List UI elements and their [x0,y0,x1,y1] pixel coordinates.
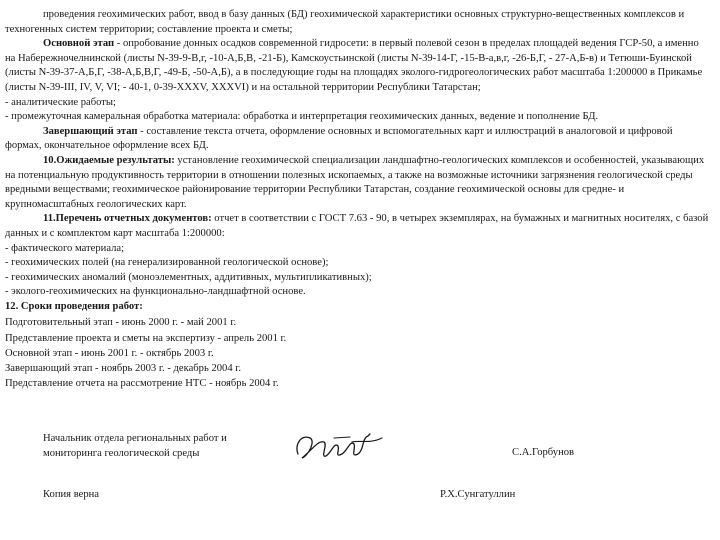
final-stage-heading: Завершающий этап [43,125,138,137]
expected-results-heading: 10.Ожидаемые результаты: [43,154,175,166]
signatory-name: С.А.Горбунов [512,447,575,458]
copy-certified-label: Копия верна [43,489,100,500]
schedule-item: Завершающий этап - ноябрь 2003 г. - декабрь 2004 г. [5,362,242,374]
expected-results-text: установление геохимической специализации ландшафтно-геологических комплексов и особенностей, указывающих на потенциальную продуктивность территории в отношении полезных ископаемых, а также на возможные источники загрязнения геологической среды вредными веществами; геохимическое районирование территории Республики Татарстан, создание геохимической основы для средне- и крупномасштабных геологических карт. [5,154,705,210]
report-documents-text: отчет в соответствии с ГОСТ 7.63 - 90, в четырех экземплярах, на бумажных и магнитных носителях, с базой данных и с комплектом карт масштаба 1:200000: [5,213,709,239]
report-documents-heading: 11.Перечень отчетных документов: [43,213,212,225]
paragraph-expected-results [5,154,709,212]
paragraph-main-stage [5,37,709,95]
paragraph-processing: - промежуточная камеральная обработка материала: обработка и интерпретация геохимических данных, ведение и пополнение БД. [5,111,599,123]
schedule-heading: 12. Сроки проведения работ: [5,300,143,312]
paragraph-analytics: - аналитические работы; [5,96,116,108]
document-body [5,8,709,391]
certifier-name: Р.Х.Сунгатуллин [440,489,516,500]
schedule-list [5,315,709,390]
signatory-role [43,432,227,461]
paragraph-report-documents [5,212,709,241]
paragraph-final-stage [5,125,709,154]
schedule-item: Представление проекта и сметы на экспертизу - апрель 2001 г. [5,332,287,344]
main-stage-heading: Основной этап [43,38,115,50]
list-item: - эколого-геохимических на функционально-ландшафтной основе. [5,286,306,298]
list-item: - фактического материала; [5,242,125,254]
list-item: - геохимических полей (на генерализированной геологической основе); [5,257,329,269]
final-stage-text: - составление текста отчета, оформление основных и вспомогательных карт и иллюстраций в аналоговой и цифровой формах, окончательное оформление всех БД. [5,125,673,152]
main-stage-text: - опробование донных осадков современной гидросети: в первый полевой сезон в пределах площадей ведения ГСР-50, а именно на Набережночелнинской (листы N-39-9-В,г, -10-А,Б,В, -21-Б), Камскоустьинской (листы N-39-14-Г, -15-В-а,в,г, -26-Б,Г, - 27-А,Б-в) и Тетюши-Буинской (листы N-39-37-А,Б,Г, -38-А,Б,В,Г, -49-Б, -50-А,Б), а в последующие годы на площадях эколого-гидрогеологических работ масштаба 1:200000 в Прикамье (листы N-39-III, IV, V, VI; - 40-1, 0-39-XXXV, XXXVI) и на остальной территории Республики Татарстан; [5,38,703,93]
schedule-item: Представление отчета на рассмотрение НТС - ноябрь 2004 г. [5,377,279,389]
schedule-item: Подготовительный этап - июнь 2000 г. - май 2001 г. [5,317,237,329]
handwritten-signature [290,428,390,468]
list-item: - геохимических аномалий (моноэлементных, аддитивных, мультипликативных); [5,271,372,283]
signatory-role-line: мониторинга геологической среды [43,447,200,459]
paragraph-preparation: проведения геохимических работ, ввод в базу данных (БД) геохимической характеристики основных структурно-вещественных комплексов и техногенных систем территории; составление проекта и сметы; [5,9,685,35]
schedule-item: Основной этап - июнь 2001 г. - октябрь 2003 г. [5,347,214,359]
signatory-role-line: Начальник отдела региональных работ и [43,433,227,444]
